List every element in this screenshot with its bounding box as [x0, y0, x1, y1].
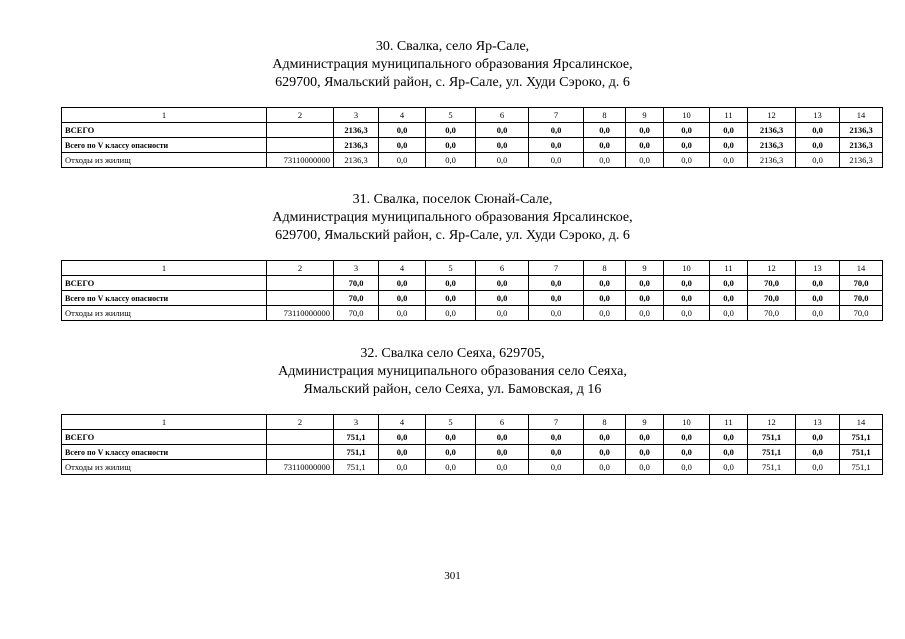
value-cell: 0,0: [626, 138, 664, 153]
column-header: 4: [379, 415, 426, 430]
value-cell: 0,0: [529, 430, 584, 445]
value-cell: 70,0: [334, 306, 379, 321]
value-cell: 0,0: [626, 445, 664, 460]
column-header: 6: [476, 261, 529, 276]
value-cell: 0,0: [710, 291, 748, 306]
column-header: 2: [267, 261, 334, 276]
value-cell: 0,0: [529, 276, 584, 291]
table-header-row: [62, 108, 883, 123]
waste-table: [61, 260, 883, 321]
value-cell: 0,0: [476, 306, 529, 321]
value-cell: 0,0: [796, 306, 840, 321]
waste-code: [267, 430, 334, 445]
value-cell: 0,0: [379, 276, 426, 291]
column-header: 3: [334, 261, 379, 276]
column-header: 5: [426, 261, 476, 276]
value-cell: 0,0: [426, 306, 476, 321]
value-cell: 0,0: [626, 276, 664, 291]
column-header: 3: [334, 108, 379, 123]
value-cell: 0,0: [796, 138, 840, 153]
column-header: 3: [334, 415, 379, 430]
value-cell: 70,0: [840, 306, 883, 321]
value-cell: 751,1: [748, 430, 796, 445]
table-row: [62, 445, 883, 460]
column-header: 2: [267, 415, 334, 430]
row-label: Всего по V классу опасности: [62, 291, 267, 306]
section-title-line: Ямальский район, село Сеяха, ул. Бамовская, д 16: [303, 382, 602, 397]
value-cell: 0,0: [426, 276, 476, 291]
column-header: 11: [710, 261, 748, 276]
table-row: [62, 460, 883, 475]
value-cell: 70,0: [840, 291, 883, 306]
value-cell: 0,0: [426, 460, 476, 475]
value-cell: 0,0: [626, 430, 664, 445]
row-label: ВСЕГО: [62, 276, 267, 291]
waste-code: [267, 291, 334, 306]
value-cell: 0,0: [476, 138, 529, 153]
table-row: [62, 276, 883, 291]
value-cell: 0,0: [796, 123, 840, 138]
value-cell: 0,0: [379, 138, 426, 153]
value-cell: 0,0: [379, 291, 426, 306]
value-cell: 0,0: [796, 276, 840, 291]
column-header: 7: [529, 415, 584, 430]
value-cell: 0,0: [379, 445, 426, 460]
value-cell: 0,0: [626, 123, 664, 138]
value-cell: 0,0: [426, 445, 476, 460]
value-cell: 751,1: [334, 445, 379, 460]
value-cell: 2136,3: [748, 153, 796, 168]
row-label: Отходы из жилищ: [62, 460, 267, 475]
value-cell: 0,0: [584, 306, 626, 321]
waste-table: [61, 107, 883, 168]
value-cell: 0,0: [529, 153, 584, 168]
value-cell: 0,0: [796, 153, 840, 168]
value-cell: 2136,3: [748, 123, 796, 138]
value-cell: 751,1: [840, 460, 883, 475]
column-header: 10: [664, 108, 710, 123]
table-row: [62, 291, 883, 306]
value-cell: 70,0: [748, 276, 796, 291]
value-cell: 0,0: [710, 123, 748, 138]
value-cell: 70,0: [334, 291, 379, 306]
column-header: 14: [840, 108, 883, 123]
column-header: 4: [379, 108, 426, 123]
value-cell: 2136,3: [334, 138, 379, 153]
value-cell: 2136,3: [840, 153, 883, 168]
column-header: 13: [796, 415, 840, 430]
column-header: 6: [476, 415, 529, 430]
column-header: 11: [710, 415, 748, 430]
column-header: 9: [626, 108, 664, 123]
table-row: [62, 153, 883, 168]
value-cell: 0,0: [584, 138, 626, 153]
value-cell: 0,0: [476, 460, 529, 475]
value-cell: 2136,3: [840, 123, 883, 138]
waste-code: 73110000000: [267, 460, 334, 475]
value-cell: 0,0: [710, 138, 748, 153]
value-cell: 0,0: [664, 430, 710, 445]
column-header: 1: [62, 108, 267, 123]
value-cell: 0,0: [710, 430, 748, 445]
value-cell: 0,0: [476, 123, 529, 138]
column-header: 13: [796, 261, 840, 276]
value-cell: 0,0: [626, 460, 664, 475]
value-cell: 0,0: [710, 460, 748, 475]
value-cell: 0,0: [529, 306, 584, 321]
value-cell: 0,0: [584, 460, 626, 475]
value-cell: 0,0: [710, 153, 748, 168]
waste-code: [267, 123, 334, 138]
value-cell: 0,0: [529, 460, 584, 475]
column-header: 5: [426, 415, 476, 430]
value-cell: 0,0: [426, 153, 476, 168]
column-header: 8: [584, 261, 626, 276]
column-header: 14: [840, 415, 883, 430]
value-cell: 0,0: [664, 153, 710, 168]
row-label: Отходы из жилищ: [62, 153, 267, 168]
value-cell: 0,0: [379, 430, 426, 445]
value-cell: 0,0: [426, 430, 476, 445]
value-cell: 751,1: [334, 430, 379, 445]
table-row: [62, 306, 883, 321]
column-header: 10: [664, 415, 710, 430]
value-cell: 0,0: [379, 460, 426, 475]
value-cell: 0,0: [379, 153, 426, 168]
table-row: [62, 430, 883, 445]
column-header: 11: [710, 108, 748, 123]
column-header: 13: [796, 108, 840, 123]
waste-table: [61, 414, 883, 475]
value-cell: 70,0: [748, 306, 796, 321]
row-label: Всего по V классу опасности: [62, 138, 267, 153]
value-cell: 0,0: [476, 445, 529, 460]
row-label: ВСЕГО: [62, 123, 267, 138]
value-cell: 0,0: [710, 276, 748, 291]
section-title: [0, 38, 905, 92]
column-header: 7: [529, 261, 584, 276]
value-cell: 0,0: [664, 460, 710, 475]
value-cell: 0,0: [796, 430, 840, 445]
section-title: [0, 345, 905, 399]
column-header: 4: [379, 261, 426, 276]
value-cell: 0,0: [426, 291, 476, 306]
value-cell: 0,0: [584, 123, 626, 138]
value-cell: 751,1: [840, 430, 883, 445]
value-cell: 0,0: [626, 291, 664, 306]
value-cell: 2136,3: [840, 138, 883, 153]
column-header: 8: [584, 415, 626, 430]
section-title-line: Администрация муниципального образования Ярсалинское,: [272, 210, 633, 225]
value-cell: 70,0: [334, 276, 379, 291]
value-cell: 751,1: [748, 460, 796, 475]
value-cell: 70,0: [840, 276, 883, 291]
column-header: 12: [748, 108, 796, 123]
waste-code: [267, 276, 334, 291]
section-title-line: 32. Свалка село Сеяха, 629705,: [360, 346, 545, 361]
waste-code: 73110000000: [267, 306, 334, 321]
table-row: [62, 123, 883, 138]
value-cell: 0,0: [529, 291, 584, 306]
value-cell: 0,0: [584, 430, 626, 445]
column-header: 12: [748, 261, 796, 276]
column-header: 9: [626, 415, 664, 430]
value-cell: 751,1: [840, 445, 883, 460]
value-cell: 0,0: [584, 153, 626, 168]
value-cell: 0,0: [529, 445, 584, 460]
row-label: Всего по V классу опасности: [62, 445, 267, 460]
section-title-line: Администрация муниципального образования село Сеяха,: [278, 364, 627, 379]
column-header: 9: [626, 261, 664, 276]
column-header: 1: [62, 261, 267, 276]
value-cell: 0,0: [796, 291, 840, 306]
table-row: [62, 138, 883, 153]
section-title-line: 30. Свалка, село Яр-Сале,: [375, 39, 530, 54]
column-header: 1: [62, 415, 267, 430]
value-cell: 0,0: [584, 291, 626, 306]
value-cell: 0,0: [584, 445, 626, 460]
value-cell: 0,0: [426, 123, 476, 138]
value-cell: 0,0: [664, 306, 710, 321]
value-cell: 0,0: [379, 306, 426, 321]
value-cell: 0,0: [476, 291, 529, 306]
column-header: 2: [267, 108, 334, 123]
value-cell: 0,0: [379, 123, 426, 138]
value-cell: 0,0: [529, 138, 584, 153]
waste-code: [267, 138, 334, 153]
value-cell: 0,0: [529, 123, 584, 138]
value-cell: 2136,3: [748, 138, 796, 153]
value-cell: 0,0: [710, 445, 748, 460]
value-cell: 0,0: [426, 138, 476, 153]
table-header-row: [62, 415, 883, 430]
value-cell: 0,0: [796, 460, 840, 475]
section-title: [0, 191, 905, 245]
value-cell: 0,0: [664, 291, 710, 306]
page-number: 301: [444, 570, 461, 582]
value-cell: 0,0: [626, 153, 664, 168]
value-cell: 70,0: [748, 291, 796, 306]
value-cell: 751,1: [334, 460, 379, 475]
value-cell: 0,0: [796, 445, 840, 460]
value-cell: 0,0: [710, 306, 748, 321]
section-title-line: 629700, Ямальский район, с. Яр-Сале, ул. Худи Сэроко, д. 6: [275, 228, 630, 243]
column-header: 8: [584, 108, 626, 123]
section-title-line: 31. Свалка, поселок Сюнай-Сале,: [352, 192, 553, 207]
column-header: 12: [748, 415, 796, 430]
column-header: 6: [476, 108, 529, 123]
value-cell: 2136,3: [334, 123, 379, 138]
row-label: Отходы из жилищ: [62, 306, 267, 321]
section-title-line: Администрация муниципального образования Ярсалинское,: [272, 57, 633, 72]
value-cell: 2136,3: [334, 153, 379, 168]
column-header: 10: [664, 261, 710, 276]
value-cell: 0,0: [476, 153, 529, 168]
column-header: 5: [426, 108, 476, 123]
column-header: 14: [840, 261, 883, 276]
table-header-row: [62, 261, 883, 276]
row-label: ВСЕГО: [62, 430, 267, 445]
value-cell: 0,0: [664, 123, 710, 138]
value-cell: 0,0: [664, 276, 710, 291]
value-cell: 0,0: [584, 276, 626, 291]
value-cell: 751,1: [748, 445, 796, 460]
value-cell: 0,0: [626, 306, 664, 321]
value-cell: 0,0: [664, 138, 710, 153]
section-title-line: 629700, Ямальский район, с. Яр-Сале, ул. Худи Сэроко, д. 6: [275, 75, 630, 90]
value-cell: 0,0: [476, 276, 529, 291]
column-header: 7: [529, 108, 584, 123]
waste-code: [267, 445, 334, 460]
waste-code: 73110000000: [267, 153, 334, 168]
value-cell: 0,0: [664, 445, 710, 460]
value-cell: 0,0: [476, 430, 529, 445]
